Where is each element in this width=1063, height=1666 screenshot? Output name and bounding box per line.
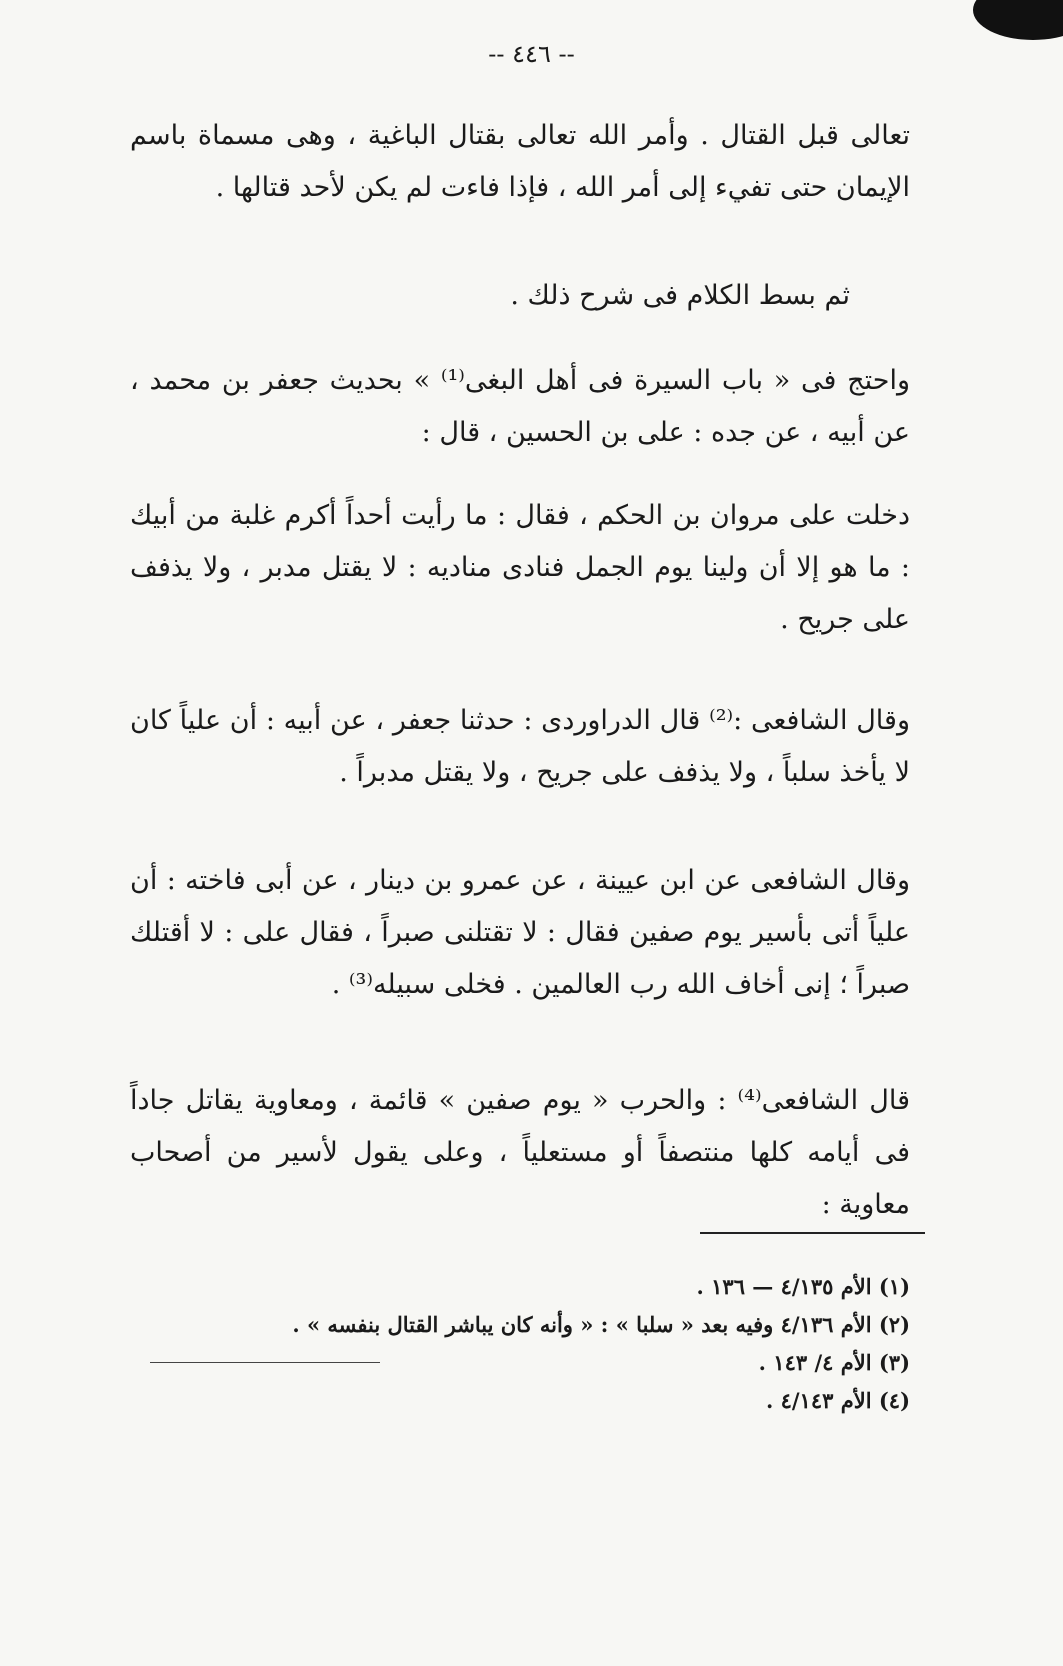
paragraph-3: واحتج فى « باب السيرة فى أهل البغى⁽¹⁾ » بحديث جعفر بن محمد ، عن أبيه ، عن جده : على بن الحسين ، قال : [130,365,910,448]
page-number: -- ٤٤٦ -- [488,40,575,68]
footnote-underline [150,1362,380,1363]
scan-corner-blot [973,0,1063,40]
paragraph-1: تعالى قبل القتال . وأمر الله تعالى بقتال الباغية ، وهى مسماة باسم الإيمان حتى تفيء إلى أمر الله ، فإذا فاءت لم يكن لأحد قتالها . [130,120,910,203]
footnote-1: (١) الأم ٤/١٣٥ — ١٣٦ . [696,1274,910,1299]
footnote-4: (٤) الأم ٤/١٤٣ . [765,1388,910,1413]
footnote-2: (٢) الأم ٤/١٣٦ وفيه بعد « سلبا » : « وأنه كان يباشر القتال بنفسه » . [292,1312,910,1337]
paragraph-5: وقال الشافعى :⁽²⁾ قال الدراوردى : حدثنا جعفر ، عن أبيه : أن علياً كان لا يأخذ سلباً ، ولا يذفف على جريح ، ولا يقتل مدبراً . [130,705,910,788]
footnotes [150,1268,910,1420]
paragraph-6: وقال الشافعى عن ابن عيينة ، عن عمرو بن دينار ، عن أبى فاخته : أن علياً أتى بأسير يوم صفين فقال : لا تقتلنى صبراً ، فقال على : لا أقتلك صبراً ؛ إنى أخاف الله رب العالمين . فخلى سبيله⁽³⁾ . [130,865,910,1000]
footnote-divider [700,1232,925,1234]
paragraph-2: ثم بسط الكلام فى شرح ذلك . [510,280,850,311]
paragraph-4: دخلت على مروان بن الحكم ، فقال : ما رأيت أحداً أكرم غلبة من أبيك : ما هو إلا أن ولينا يوم الجمل فنادى مناديه : لا يقتل مدبر ، ولا يذفف على جريح . [130,500,910,635]
paragraph-7: قال الشافعى⁽⁴⁾ : والحرب « يوم صفين » قائمة ، ومعاوية يقاتل جاداً فى أيامه كلها منتصفاً أو مستعلياً ، وعلى يقول لأسير من أصحاب معاوية : [130,1085,910,1220]
footnote-3: (٣) الأم ٤/ ١٤٣ . [758,1350,910,1375]
